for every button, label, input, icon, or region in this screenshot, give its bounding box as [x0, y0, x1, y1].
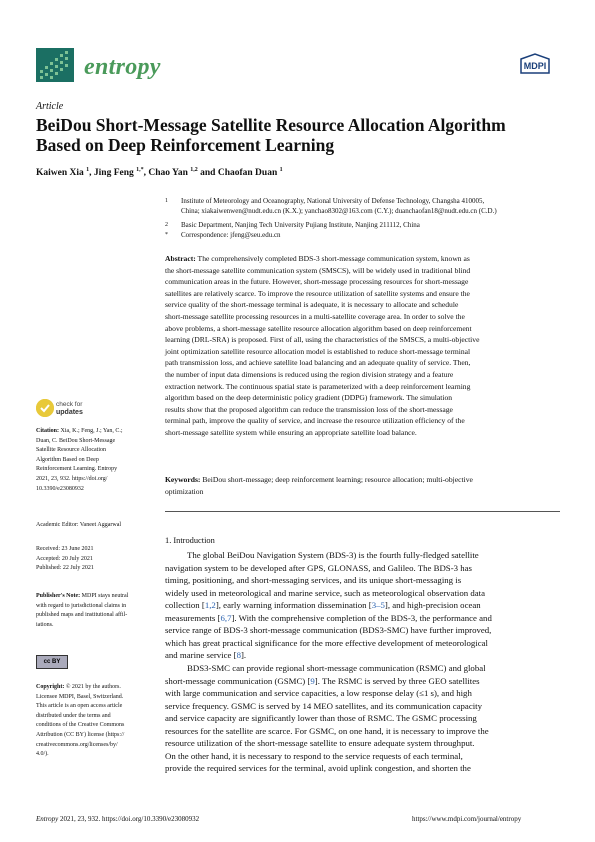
citation-line: Reinforcement Learning. Entropy — [36, 466, 118, 473]
copyright-line[interactable]: creativecommons.org/licenses/by/ — [36, 741, 118, 748]
author-separator: and — [197, 168, 218, 179]
citation-line: Xia, K.; Feng, J.; Yan, C.; — [59, 428, 123, 434]
mdpi-logo-text: MDPI — [523, 61, 547, 71]
date-published: Published: 22 July 2021 — [36, 565, 94, 572]
citation-label: Citation: — [36, 428, 59, 434]
citation-line: Duan, C. BeiDou Short-Message — [36, 437, 116, 444]
abstract-label: Abstract: — [165, 254, 196, 263]
citation-line: Algorithm Based on Deep — [36, 456, 99, 463]
mdpi-logo — [515, 53, 555, 77]
body-line: measurements [6,7]. With the comprehensive completion of the BDS-3, the performance and — [165, 612, 492, 623]
abstract-line: learning (DRL-SRA) is proposed. First of all, using the characteristics of the SMSCS, a multi-objective — [165, 335, 480, 345]
check-updates-icon[interactable] — [36, 399, 54, 417]
check-updates-label[interactable]: updates — [56, 409, 83, 416]
author-affiliation-mark: 1,2 — [190, 167, 198, 173]
publisher-note-line: with regard to jurisdictional claims in — [36, 602, 127, 609]
body-line: widely used in meteorological and marine service, such as meteorological observation data — [165, 587, 485, 598]
footer-journal: Entropy — [36, 815, 59, 823]
keywords — [165, 474, 560, 497]
citation-line[interactable]: 10.3390/e23080932 — [36, 485, 84, 492]
author-name[interactable]: Jing Feng — [93, 168, 134, 179]
copyright-block — [36, 683, 156, 760]
copyright-line: distributed under the terms and — [36, 712, 111, 719]
check-updates-label[interactable]: check for — [56, 401, 83, 408]
journal-logo-icon — [36, 48, 74, 82]
journal-name: entropy — [84, 54, 161, 80]
citation-link[interactable]: 9 — [310, 675, 315, 686]
copyright-line: This article is an open access article — [36, 703, 123, 710]
abstract-line: algorithm based on the deep deterministic policy gradient (DDPG) framework. The simulation — [165, 393, 453, 403]
cc-by-badge[interactable]: cc BY — [36, 655, 68, 669]
date-received: Received: 23 June 2021 — [36, 546, 94, 552]
publisher-note-label: Publisher's Note: — [36, 593, 81, 599]
body-line: provide the required services for the terminal, avoid uplink congestion, and shorten the — [165, 763, 471, 773]
abstract — [165, 253, 560, 439]
affiliation-mark: * — [165, 232, 168, 238]
abstract-line: joint optimization satellite resource allocation model is established to reduce short-message terminal — [165, 346, 471, 356]
paper-title — [36, 115, 576, 155]
body-line: and marine service [8]. — [165, 650, 247, 660]
citation-line: Satellite Resource Allocation — [36, 447, 106, 454]
copyright-line: Licensee MDPI, Basel, Switzerland. — [36, 693, 124, 700]
affiliation-mark: 1 — [165, 198, 168, 204]
affiliation-line: Institute of Meteorology and Oceanography, National University of Defense Technology, Changsha 410005, — [181, 197, 485, 205]
publisher-note-line: iations. — [36, 621, 54, 628]
citation-link[interactable]: 3–5 — [371, 600, 385, 610]
affiliation-mark: 2 — [165, 222, 168, 228]
intro-paragraph-1 — [165, 549, 560, 662]
abstract-line: terminal path, improve the quality of service, and increase the resource utilization efficiency of the — [165, 416, 465, 426]
body-line: which has great practical significance for the more effective development of meteorological — [165, 637, 488, 648]
abstract-line: communication areas in the future. However, short-message processing resources for short-message — [165, 277, 469, 287]
author-separator: , — [89, 168, 94, 179]
keywords-label: Keywords: — [165, 475, 201, 484]
abstract-line: The comprehensively completed BDS-3 short-message communication system, known as — [195, 254, 470, 263]
copyright-line[interactable]: 4.0/). — [36, 751, 49, 758]
body-line: BDS3-SMC can provide regional short-message communication (RSMC) and global — [187, 663, 486, 673]
article-type: Article — [36, 101, 64, 112]
section-divider — [165, 511, 560, 512]
author-affiliation-mark: 1 — [86, 167, 90, 173]
citation-link[interactable]: 6,7 — [220, 612, 232, 623]
abstract-line: the number of input data dimensions is reduced using the region division strategy and a feature — [165, 369, 454, 379]
keywords-line: BeiDou short-message; deep reinforcement learning; resource allocation; multi-objective — [200, 475, 473, 484]
body-line: timing, positioning, and short-messaging services, and its unique short-messaging is — [165, 575, 462, 585]
footer-citation — [36, 815, 199, 823]
author-affiliation-mark: 1 — [279, 167, 283, 173]
abstract-line: short-message satellite system while ensuring an appropriate satellite load balance. — [165, 427, 417, 437]
checkmark-icon — [36, 399, 54, 417]
abstract-line: results show that the proposed algorithm can reduce the transmission loss of the short-message — [165, 404, 453, 414]
body-line: The global BeiDou Navigation System (BDS-3) is the fourth fully-fledged satellite — [187, 550, 479, 560]
citation-line[interactable]: 2021, 23, 932. https://doi.org/ — [36, 475, 108, 482]
abstract-line: short-message satellite processing resources in a multi-satellite coverage area. In order to solve the — [165, 311, 465, 321]
body-line: On the other hand, it is necessary to respond to the service requests of each terminal, — [165, 750, 463, 761]
abstract-line: path transmission loss, and achieve satellite load balancing and an adequate quality of service. Then, — [165, 358, 471, 368]
date-accepted: Accepted: 20 July 2021 — [36, 555, 93, 562]
correspondence-line[interactable]: Correspondence: jfeng@seu.edu.cn — [181, 231, 281, 239]
mdpi-logo-icon — [515, 53, 555, 77]
affiliation-line: China; xiakaiwenwen@nudt.edu.cn (K.X.); yanchao8302@163.com (C.Y.); duanchaofan18@nudt.edu.cn (C.D.) — [181, 207, 497, 215]
copyright-label: Copyright: — [36, 684, 65, 690]
academic-editor: Academic Editor: Vaneet Aggarwal — [36, 522, 122, 528]
copyright-line: © 2021 by the authors. — [64, 684, 121, 690]
abstract-line: service quality of the short-message terminal is adequate, it is necessary to allocate and schedule — [165, 300, 459, 310]
abstract-line: above problems, a short-message satellite resource allocation algorithm based on deep reinforcement — [165, 323, 472, 333]
section-heading: 1. Introduction — [165, 536, 215, 545]
body-line: with large communication and service capacities, a low response delay (≤1 s), and high — [165, 688, 472, 698]
body-line: collection [1,2], early warning information dissemination [3–5], and high-precision ocean — [165, 600, 481, 610]
author-name[interactable]: Chao Yan — [148, 168, 188, 179]
journal-logo — [36, 48, 74, 82]
copyright-line[interactable]: Attribution (CC BY) license (https:// — [36, 731, 125, 738]
copyright-line: conditions of the Creative Commons — [36, 722, 125, 729]
abstract-line: satellites are relatively scarce. To improve the resource utilization of satellite systems and ensure the — [165, 288, 470, 298]
publisher-note-line: MDPI stays neutral — [80, 593, 129, 599]
abstract-line: extraction network. The continuous spatial state is parameterized with a deep reinforcement learning — [165, 381, 471, 391]
dates-block — [36, 545, 156, 574]
body-line: and service capacity are significantly lower than those of RSMC. The GSMC processing — [165, 713, 477, 723]
author-separator: , — [143, 168, 149, 179]
author-name[interactable]: Kaiwen Xia — [36, 168, 84, 179]
title-line: BeiDou Short-Message Satellite Resource Allocation Algorithm — [36, 115, 506, 135]
body-line: resource utilization of the short-message satellite to ensure adequate system throughput. — [165, 738, 475, 748]
author-name[interactable]: Chaofan Duan — [217, 168, 278, 179]
affiliation-line: Basic Department, Nanjing Tech University Pujiang Institute, Nanjing 211112, China — [181, 221, 420, 229]
abstract-line: the short-message satellite communication system (SMSCS), will be widely used in traditional blind — [165, 265, 471, 275]
intro-paragraph-2 — [165, 662, 560, 775]
body-line: resources for the satellite are scarce. For GSMC, on one hand, it is necessary to improve the — [165, 725, 489, 736]
citation-link[interactable]: 8 — [236, 650, 241, 660]
keywords-line: optimization — [165, 486, 204, 496]
citation-link[interactable]: 1,2 — [204, 600, 216, 610]
author-list — [36, 167, 283, 178]
body-line: navigation system to be developed after GPS, GLONASS, and Galileo. The BDS-3 has — [165, 562, 472, 573]
citation-block — [36, 427, 156, 494]
publisher-note — [36, 592, 156, 630]
title-line: Based on Deep Reinforcement Learning — [36, 135, 335, 155]
body-line: short-message communication (GSMC) [9]. The RSMC is served by three GEO satellites — [165, 675, 480, 686]
footer-doi[interactable]: 2021, 23, 932. https://doi.org/10.3390/e23080932 — [58, 815, 200, 823]
author-affiliation-mark: 1,* — [136, 167, 144, 173]
body-line: service range of BDS-3 short-message communication (BDS3-SMC) have further improved, — [165, 625, 492, 635]
publisher-note-line: published maps and institutional affil- — [36, 612, 128, 619]
body-line: service frequency. GSMC is served by 14 MEO satellites, and its communication capacity — [165, 700, 483, 711]
footer-journal-url[interactable]: https://www.mdpi.com/journal/entropy — [412, 815, 522, 823]
